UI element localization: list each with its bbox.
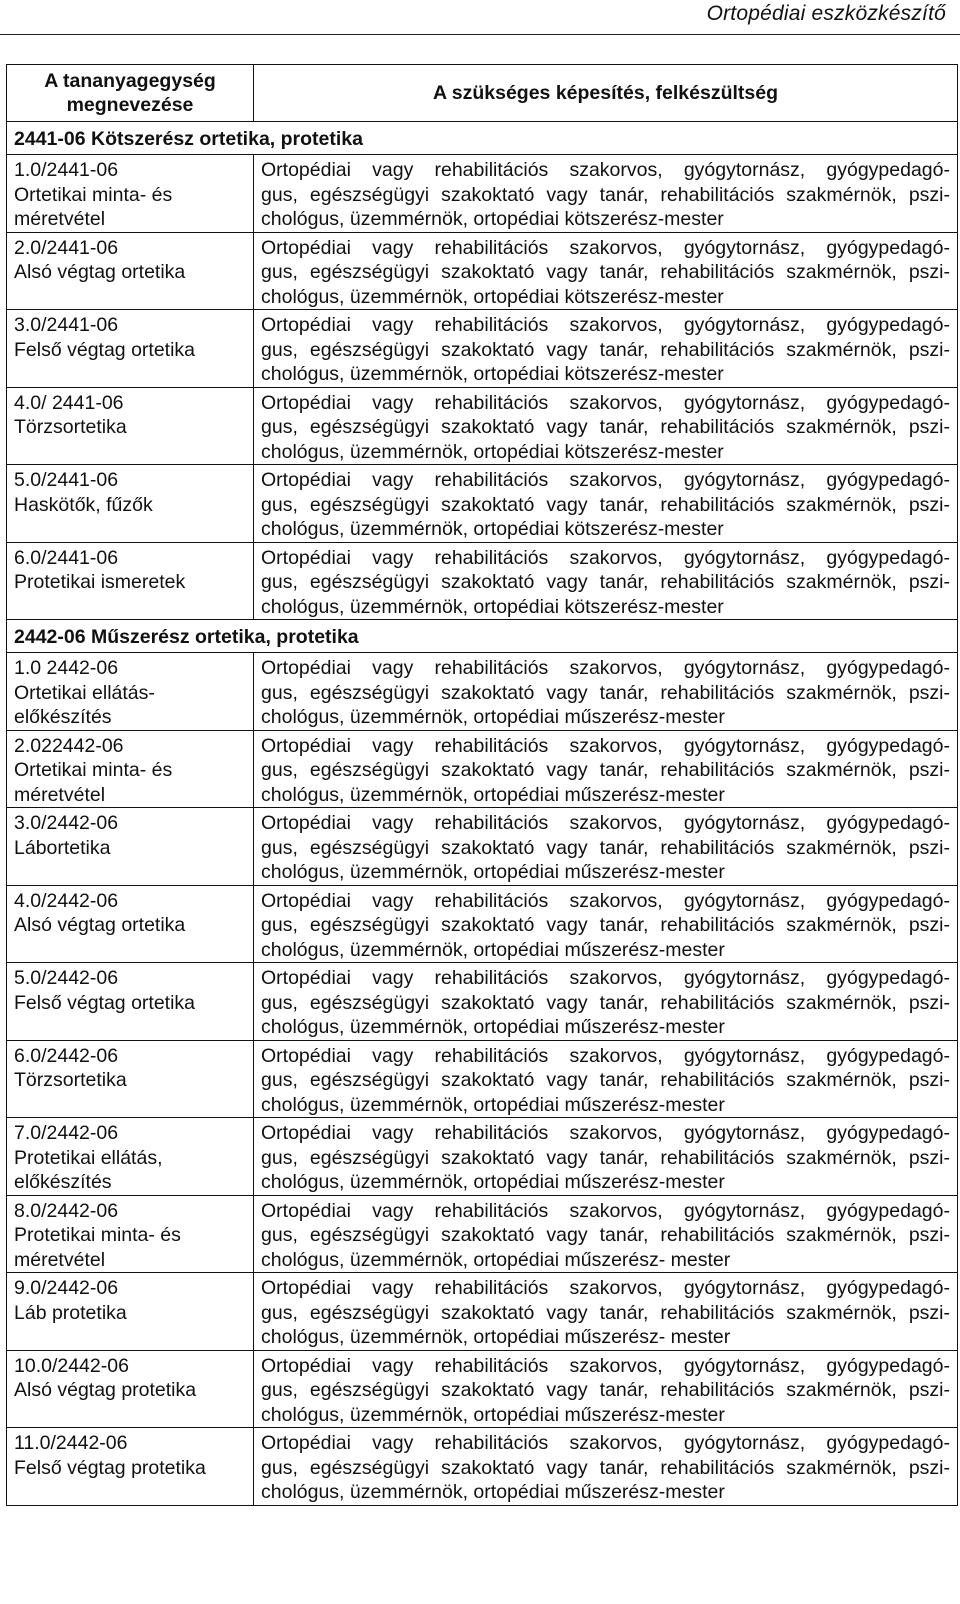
unit-cell xyxy=(7,155,254,233)
qualification-cell xyxy=(254,155,958,233)
qualification-line: gus, egészségügyi szakoktató vagy tanár, rehabilitációs szakmérnök, pszi- xyxy=(261,338,950,361)
unit-line: Felső végtag ortetika xyxy=(14,338,196,361)
table-row xyxy=(7,1118,958,1196)
table-row xyxy=(7,155,958,233)
unit-line: Haskötők, fűzők xyxy=(14,493,153,516)
qualification-line: chológus, üzemmérnök, ortopédiai műszerész-mester xyxy=(261,1403,725,1426)
qualification-line: Ortopédiai vagy rehabilitációs szakorvos, gyógytornász, gyógypedagó- xyxy=(261,812,950,834)
table-row xyxy=(7,310,958,388)
qualification-table xyxy=(6,64,958,1506)
qualification-line: chológus, üzemmérnök, ortopédiai műszerész-mester xyxy=(261,1171,725,1193)
unit-line: Törzsortetika xyxy=(14,416,127,438)
qualification-line: chológus, üzemmérnök, ortopédiai műszerész- mester xyxy=(261,1248,731,1271)
unit-line: méretvétel xyxy=(14,1248,106,1271)
unit-cell xyxy=(7,310,254,388)
unit-line: 8.0/2442-06 xyxy=(14,1199,119,1222)
unit-cell xyxy=(7,387,254,465)
qualification-cell xyxy=(254,310,958,388)
qualification-line: Ortopédiai vagy rehabilitációs szakorvos, gyógytornász, gyógypedagó- xyxy=(261,967,950,989)
unit-line: 10.0/2442-06 xyxy=(14,1354,129,1377)
qualification-line: chológus, üzemmérnök, ortopédiai műszerész-mester xyxy=(261,1016,725,1038)
unit-line: 11.0/2442-06 xyxy=(14,1432,128,1454)
qualification-line: gus, egészségügyi szakoktató vagy tanár, rehabilitációs szakmérnök, pszi- xyxy=(261,681,950,704)
unit-line: Ortetikai minta- és xyxy=(14,183,173,206)
qualification-line: gus, egészségügyi szakoktató vagy tanár, rehabilitációs szakmérnök, pszi- xyxy=(261,1069,950,1091)
qualification-line: chológus, üzemmérnök, ortopédiai műszerész-mester xyxy=(261,783,725,806)
qualification-line: Ortopédiai vagy rehabilitációs szakorvos, gyógytornász, gyógypedagó- xyxy=(261,546,950,569)
qualification-line: Ortopédiai vagy rehabilitációs szakorvos, gyógytornász, gyógypedagó- xyxy=(261,391,950,414)
unit-line: 7.0/2442-06 xyxy=(14,1122,119,1144)
unit-line: Felső végtag protetika xyxy=(14,1456,206,1479)
unit-line: Protetikai ismeretek xyxy=(14,571,186,593)
qualification-line: gus, egészségügyi szakoktató vagy tanár, rehabilitációs szakmérnök, pszi- xyxy=(261,1224,950,1246)
unit-cell xyxy=(7,808,254,886)
qualification-line: chológus, üzemmérnök, ortopédiai műszerész-mester xyxy=(261,706,725,728)
unit-line: 9.0/2442-06 xyxy=(14,1277,119,1299)
qualification-cell xyxy=(254,1195,958,1273)
qualification-line: Ortopédiai vagy rehabilitációs szakorvos, gyógytornász, gyógypedagó- xyxy=(261,889,950,912)
unit-line: 3.0/2442-06 xyxy=(14,812,119,834)
unit-line: 2.0/2441-06 xyxy=(14,236,119,259)
unit-cell xyxy=(7,730,254,808)
table-row xyxy=(7,1195,958,1273)
table-row xyxy=(7,808,958,886)
unit-line: Ortetikai ellátás- xyxy=(14,681,155,704)
running-head xyxy=(0,0,960,35)
qualification-line: Ortopédiai vagy rehabilitációs szakorvos, gyógytornász, gyógypedagó- xyxy=(261,657,950,679)
column-header-unit xyxy=(7,65,254,122)
unit-line: 5.0/2441-06 xyxy=(14,469,119,491)
qualification-line: gus, egészségügyi szakoktató vagy tanár, rehabilitációs szakmérnök, pszi- xyxy=(261,759,950,781)
unit-line: méretvétel xyxy=(14,208,106,230)
table-row xyxy=(7,387,958,465)
qualification-cell xyxy=(254,1118,958,1196)
table-row xyxy=(7,465,958,543)
qualification-line: Ortopédiai vagy rehabilitációs szakorvos, gyógytornász, gyógypedagó- xyxy=(261,734,950,757)
unit-cell xyxy=(7,1428,254,1506)
table-row xyxy=(7,963,958,1041)
qualification-line: Ortopédiai vagy rehabilitációs szakorvos, gyógytornász, gyógypedagó- xyxy=(261,1277,950,1299)
section-row xyxy=(7,620,958,653)
unit-line: 5.0/2442-06 xyxy=(14,967,119,989)
qualification-line: Ortopédiai vagy rehabilitációs szakorvos, gyógytornász, gyógypedagó- xyxy=(261,1044,950,1067)
unit-line: Protetikai minta- és xyxy=(14,1224,181,1246)
unit-cell xyxy=(7,1118,254,1196)
unit-line: Láb protetika xyxy=(14,1301,127,1324)
unit-line: Lábortetika xyxy=(14,836,111,859)
qualification-cell xyxy=(254,1350,958,1428)
unit-line: Ortetikai minta- és xyxy=(14,759,173,781)
qualification-line: Ortopédiai vagy rehabilitációs szakorvos, gyógytornász, gyógypedagó- xyxy=(261,1199,950,1222)
unit-cell xyxy=(7,1195,254,1273)
qualification-line: Ortopédiai vagy rehabilitációs szakorvos, gyógytornász, gyógypedagó- xyxy=(261,469,950,491)
qualification-line: chológus, üzemmérnök, ortopédiai műszerész-mester xyxy=(261,1481,725,1503)
qualification-line: gus, egészségügyi szakoktató vagy tanár, rehabilitációs szakmérnök, pszi- xyxy=(261,1379,950,1401)
qualification-cell xyxy=(254,232,958,310)
qualification-cell xyxy=(254,1428,958,1506)
qualification-line: gus, egészségügyi szakoktató vagy tanár, rehabilitációs szakmérnök, pszi- xyxy=(261,914,950,936)
unit-line: 3.0/2441-06 xyxy=(14,314,119,336)
unit-line: Alsó végtag ortetika xyxy=(14,914,186,936)
qualification-line: gus, egészségügyi szakoktató vagy tanár, rehabilitációs szakmérnök, pszi- xyxy=(261,493,950,516)
qualification-cell xyxy=(254,730,958,808)
section-title: 2442-06 Műszerész ortetika, protetika xyxy=(7,620,958,653)
qualification-line: Ortopédiai vagy rehabilitációs szakorvos, gyógytornász, gyógypedagó- xyxy=(261,1354,950,1377)
unit-line: Alsó végtag ortetika xyxy=(14,261,186,283)
unit-line: 1.0/2441-06 xyxy=(14,159,119,181)
unit-line: 4.0/2442-06 xyxy=(14,889,119,912)
table-row xyxy=(7,1428,958,1506)
qualification-cell xyxy=(254,465,958,543)
unit-line: 1.0 2442-06 xyxy=(14,657,119,679)
unit-cell xyxy=(7,232,254,310)
column-header-unit-line2: megnevezése xyxy=(66,94,194,116)
qualification-line: gus, egészségügyi szakoktató vagy tanár, rehabilitációs szakmérnök, pszi- xyxy=(261,991,950,1014)
qualification-line: Ortopédiai vagy rehabilitációs szakorvos, gyógytornász, gyógypedagó- xyxy=(261,159,950,181)
qualification-line: chológus, üzemmérnök, ortopédiai műszerész- mester xyxy=(261,1326,731,1348)
table-row xyxy=(7,1273,958,1351)
table-row xyxy=(7,885,958,963)
qualification-cell xyxy=(254,653,958,731)
unit-cell xyxy=(7,653,254,731)
unit-cell xyxy=(7,1350,254,1428)
unit-cell xyxy=(7,465,254,543)
qualification-line: chológus, üzemmérnök, ortopédiai kötszerész-mester xyxy=(261,595,724,618)
unit-line: 6.0/2441-06 xyxy=(14,546,119,569)
qualification-line: gus, egészségügyi szakoktató vagy tanár, rehabilitációs szakmérnök, pszi- xyxy=(261,836,950,859)
unit-cell xyxy=(7,1040,254,1118)
qualification-line: chológus, üzemmérnök, ortopédiai műszerész-mester xyxy=(261,861,725,883)
qualification-line: chológus, üzemmérnök, ortopédiai műszerész-mester xyxy=(261,938,725,961)
table-row xyxy=(7,232,958,310)
qualification-line: chológus, üzemmérnök, ortopédiai kötszerész-mester xyxy=(261,363,724,385)
unit-line: 6.0/2442-06 xyxy=(14,1044,119,1067)
qualification-cell xyxy=(254,387,958,465)
qualification-line: chológus, üzemmérnök, ortopédiai kötszerész-mester xyxy=(261,208,724,230)
qualification-line: gus, egészségügyi szakoktató vagy tanár, rehabilitációs szakmérnök, pszi- xyxy=(261,571,950,593)
unit-line: méretvétel xyxy=(14,783,106,806)
qualification-line: gus, egészségügyi szakoktató vagy tanár, rehabilitációs szakmérnök, pszi- xyxy=(261,416,950,438)
qualification-line: chológus, üzemmérnök, ortopédiai műszerész-mester xyxy=(261,1093,725,1116)
qualification-line: Ortopédiai vagy rehabilitációs szakorvos, gyógytornász, gyógypedagó- xyxy=(261,1122,950,1144)
qualification-cell xyxy=(254,885,958,963)
unit-cell xyxy=(7,1273,254,1351)
unit-line: 4.0/ 2441-06 xyxy=(14,391,124,414)
qualification-line: Ortopédiai vagy rehabilitációs szakorvos, gyógytornász, gyógypedagó- xyxy=(261,314,950,336)
unit-cell xyxy=(7,963,254,1041)
qualification-line: gus, egészségügyi szakoktató vagy tanár, rehabilitációs szakmérnök, pszi- xyxy=(261,1456,950,1479)
qualification-cell xyxy=(254,1040,958,1118)
qualification-line: gus, egészségügyi szakoktató vagy tanár, rehabilitációs szakmérnök, pszi- xyxy=(261,1301,950,1324)
unit-cell xyxy=(7,885,254,963)
table-row xyxy=(7,542,958,620)
section-title: 2441-06 Kötszerész ortetika, protetika xyxy=(7,122,958,155)
qualification-line: Ortopédiai vagy rehabilitációs szakorvos, gyógytornász, gyógypedagó- xyxy=(261,1432,950,1454)
table-row xyxy=(7,653,958,731)
table-row xyxy=(7,1040,958,1118)
running-head-title: Ortopédiai eszközkészítő xyxy=(706,2,946,25)
unit-line: előkészítés xyxy=(14,1171,112,1193)
qualification-cell xyxy=(254,542,958,620)
qualification-line: gus, egészségügyi szakoktató vagy tanár, rehabilitációs szakmérnök, pszi- xyxy=(261,183,950,206)
table-row xyxy=(7,1350,958,1428)
qualification-line: chológus, üzemmérnök, ortopédiai kötszerész-mester xyxy=(261,518,724,540)
unit-line: Törzsortetika xyxy=(14,1069,127,1091)
section-row xyxy=(7,122,958,155)
qualification-line: Ortopédiai vagy rehabilitációs szakorvos, gyógytornász, gyógypedagó- xyxy=(261,236,950,259)
qualification-line: gus, egészségügyi szakoktató vagy tanár, rehabilitációs szakmérnök, pszi- xyxy=(261,261,950,283)
column-header-unit-line1: A tananyagegység xyxy=(44,70,216,92)
qualification-cell xyxy=(254,1273,958,1351)
qualification-cell xyxy=(254,808,958,886)
unit-line: Protetikai ellátás, xyxy=(14,1146,163,1169)
qualification-line: chológus, üzemmérnök, ortopédiai kötszerész-mester xyxy=(261,440,724,463)
table-row xyxy=(7,730,958,808)
unit-line: Alsó végtag protetika xyxy=(14,1379,197,1401)
qualification-line: gus, egészségügyi szakoktató vagy tanár, rehabilitációs szakmérnök, pszi- xyxy=(261,1146,950,1169)
unit-cell xyxy=(7,542,254,620)
unit-line: előkészítés xyxy=(14,706,112,728)
table-header-row xyxy=(7,65,958,122)
unit-line: 2.022442-06 xyxy=(14,734,124,757)
qualification-line: chológus, üzemmérnök, ortopédiai kötszerész-mester xyxy=(261,285,724,308)
column-header-qualification: A szükséges képesítés, felkészültség xyxy=(254,65,958,122)
qualification-cell xyxy=(254,963,958,1041)
table-body xyxy=(7,122,958,1506)
unit-line: Felső végtag ortetika xyxy=(14,991,196,1014)
